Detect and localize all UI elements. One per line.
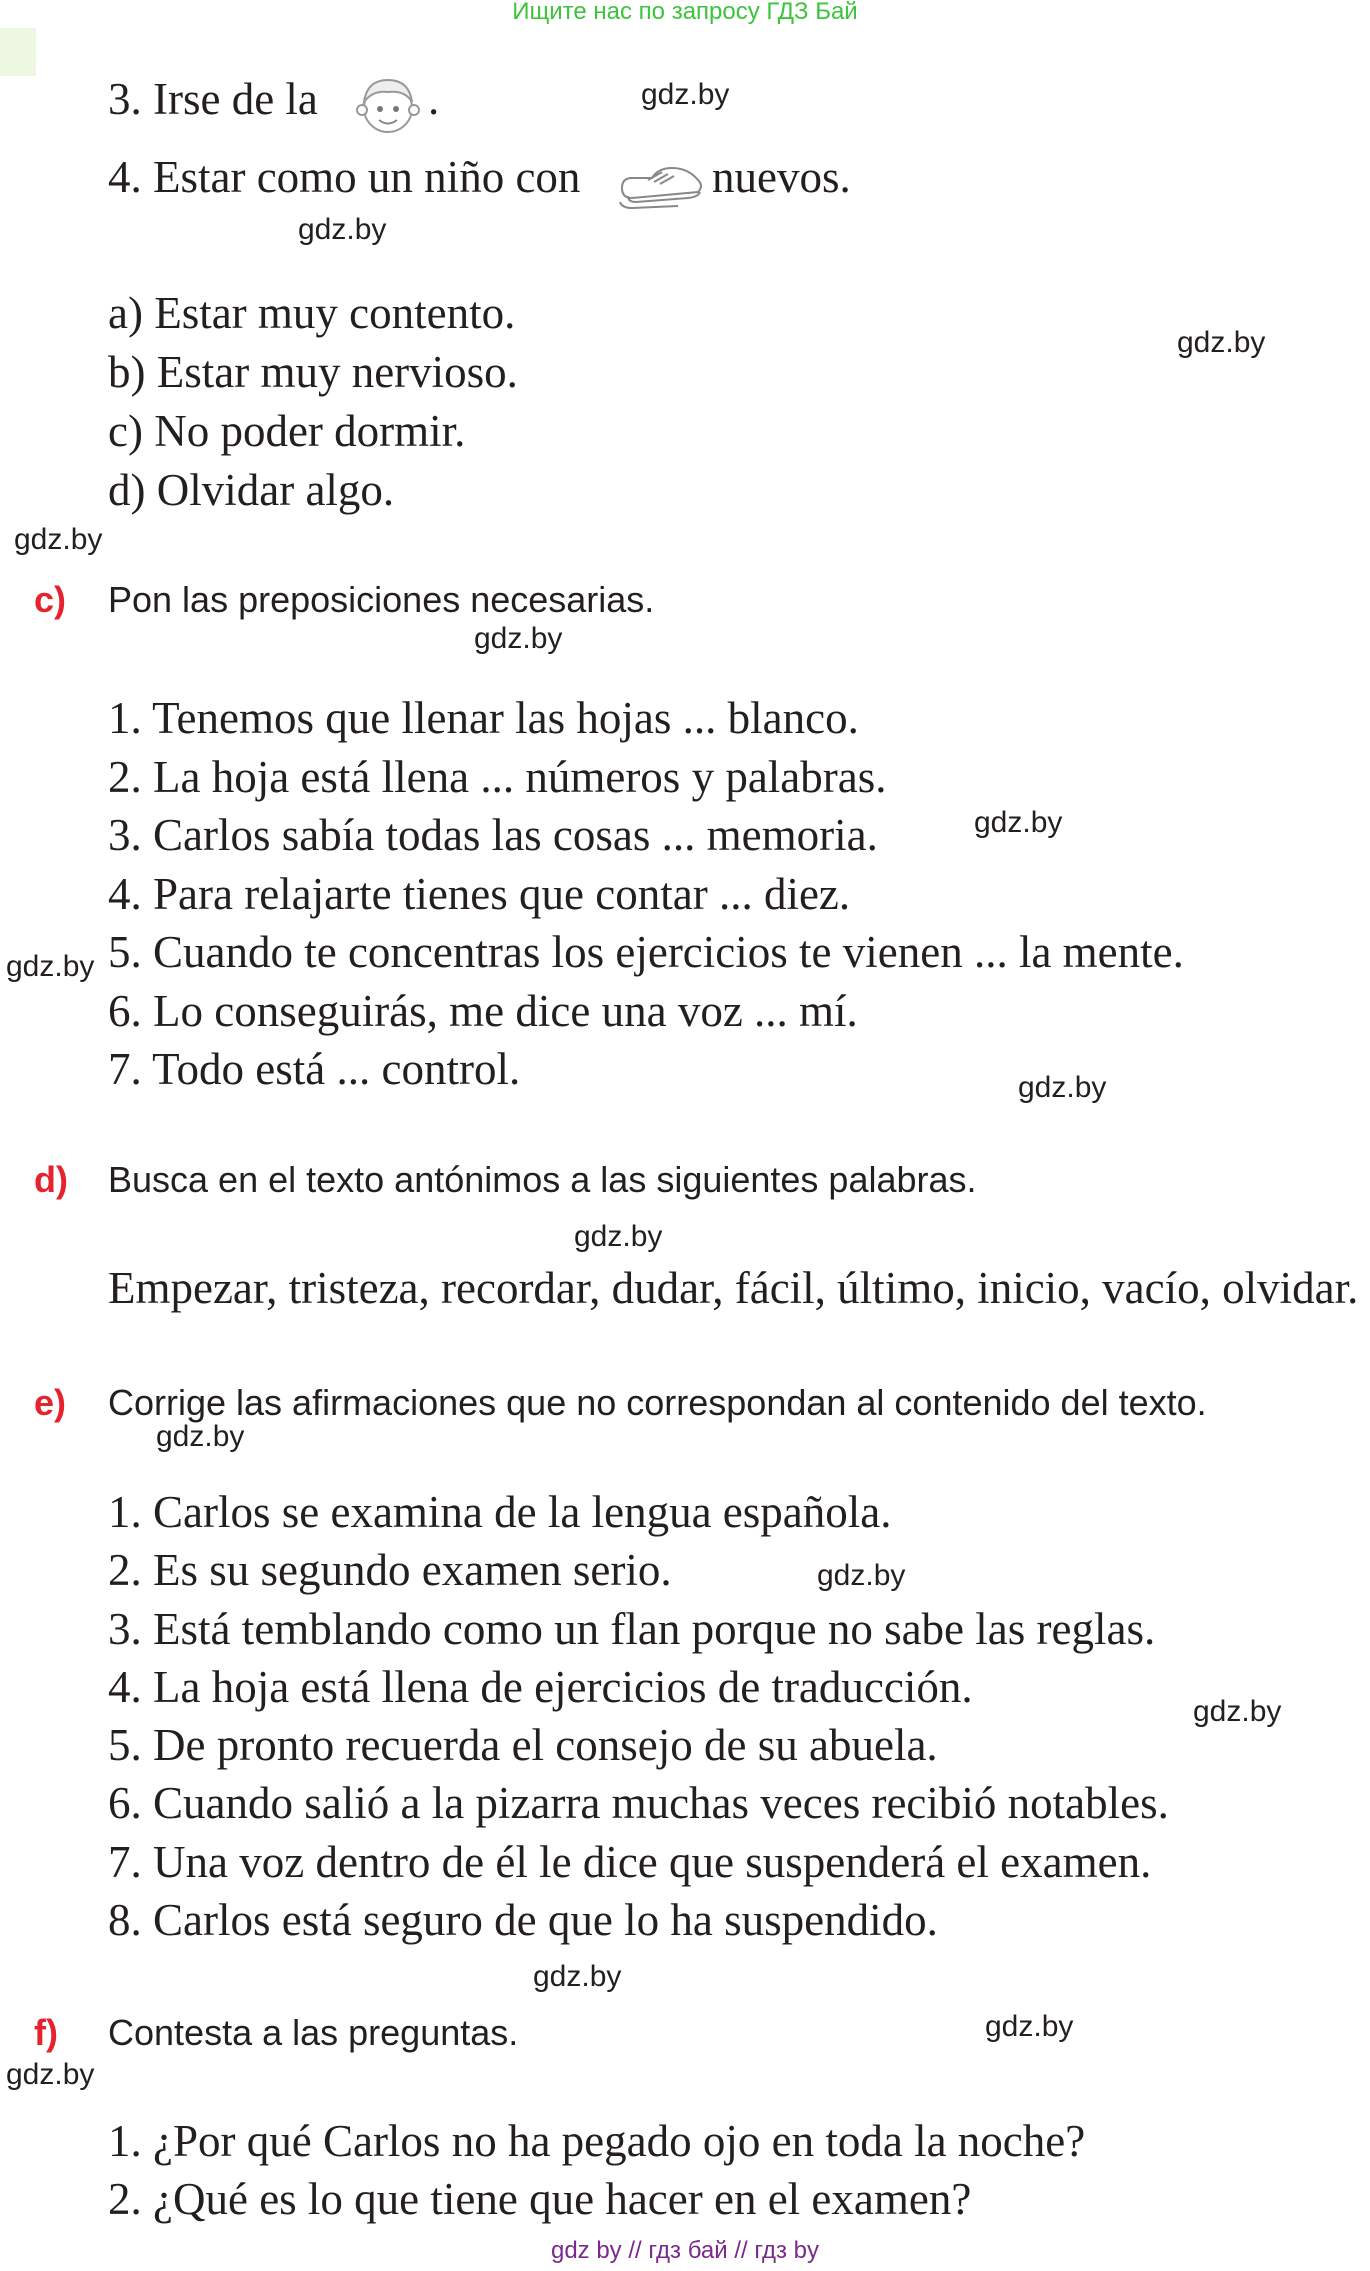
section-f-instruction: Contesta a las preguntas. [108, 2012, 519, 2053]
watermark: gdz.by [474, 622, 563, 655]
c-item-3: 3. Carlos sabía todas las cosas ... memoria. [108, 810, 878, 860]
e-item-4: 4. La hoja está llena de ejercicios de traducción. [108, 1662, 973, 1712]
f-item-2: 2. ¿Qué es lo que tiene que hacer en el examen? [108, 2174, 972, 2224]
f-item-1: 1. ¿Por qué Carlos no ha pegado ojo en toda la noche? [108, 2116, 1086, 2166]
watermark: gdz.by [156, 1420, 245, 1453]
option-b: b) Estar muy nervioso. [108, 347, 518, 397]
c-item-6: 6. Lo conseguirás, me dice una voz ... mí. [108, 986, 858, 1036]
e-item-8: 8. Carlos está seguro de que lo ha suspendido. [108, 1895, 938, 1945]
watermark: gdz.by [1018, 1071, 1107, 1104]
option-a: a) Estar muy contento. [108, 288, 516, 338]
c-item-7: 7. Todo está ... control. [108, 1044, 521, 1094]
watermark: gdz.by [985, 2010, 1074, 2043]
e-item-2: 2. Es su segundo examen serio. [108, 1545, 672, 1595]
watermark: gdz.by [14, 523, 103, 556]
watermark: gdz.by [1193, 1695, 1282, 1728]
watermark: gdz.by [533, 1960, 622, 1993]
item-3-end: . [428, 74, 440, 124]
item-4-text: 4. Estar como un niño con [108, 152, 581, 202]
e-item-6: 6. Cuando salió a la pizarra muchas veces recibió notables. [108, 1778, 1169, 1828]
watermark: gdz.by [817, 1559, 906, 1592]
item-4-end: nuevos. [712, 152, 851, 202]
e-item-7: 7. Una voz dentro de él le dice que suspenderá el examen. [108, 1837, 1152, 1887]
option-d: d) Olvidar algo. [108, 465, 395, 515]
section-e-instruction: Corrige las afirmaciones que no correspondan al contenido del texto. [108, 1382, 1207, 1423]
shoes-icon [618, 150, 706, 210]
e-item-1: 1. Carlos se examina de la lengua española. [108, 1487, 892, 1537]
top-banner[interactable]: Ищите нас по запросу ГДЗ Бай [512, 0, 858, 25]
c-item-1: 1. Tenemos que llenar las hojas ... blanco. [108, 693, 859, 743]
watermark: gdz.by [574, 1220, 663, 1253]
watermark: gdz.by [974, 806, 1063, 839]
watermark: gdz.by [641, 78, 730, 111]
e-item-3: 3. Está temblando como un flan porque no sabe las reglas. [108, 1604, 1156, 1654]
option-c: c) No poder dormir. [108, 406, 466, 456]
d-word-list: Empezar, tristeza, recordar, dudar, fácil, último, inicio, vacío, olvidar. [108, 1263, 1359, 1313]
item-3-text: 3. Irse de la [108, 74, 318, 124]
watermark: gdz.by [6, 950, 95, 983]
section-d-letter: d) [34, 1159, 68, 1200]
corner-decoration [0, 28, 36, 76]
c-item-2: 2. La hoja está llena ... números y palabras. [108, 752, 887, 802]
c-item-4: 4. Para relajarte tienes que contar ... diez. [108, 869, 851, 919]
e-item-5: 5. De pronto recuerda el consejo de su abuela. [108, 1720, 938, 1770]
watermark: gdz.by [1177, 326, 1266, 359]
section-f-letter: f) [34, 2012, 58, 2053]
watermark: gdz.by [6, 2058, 95, 2091]
c-item-5: 5. Cuando te concentras los ejercicios te vienen ... la mente. [108, 927, 1184, 977]
section-c-instruction: Pon las preposiciones necesarias. [108, 579, 655, 620]
section-e-letter: e) [34, 1382, 67, 1423]
bottom-banner[interactable]: gdz by // гдз бай // гдз by [550, 2237, 820, 2264]
watermark: gdz.by [298, 213, 387, 246]
section-d-instruction: Busca en el texto antónimos a las siguientes palabras. [108, 1159, 977, 1200]
child-face-icon [353, 72, 423, 136]
section-c-letter: c) [34, 579, 67, 620]
